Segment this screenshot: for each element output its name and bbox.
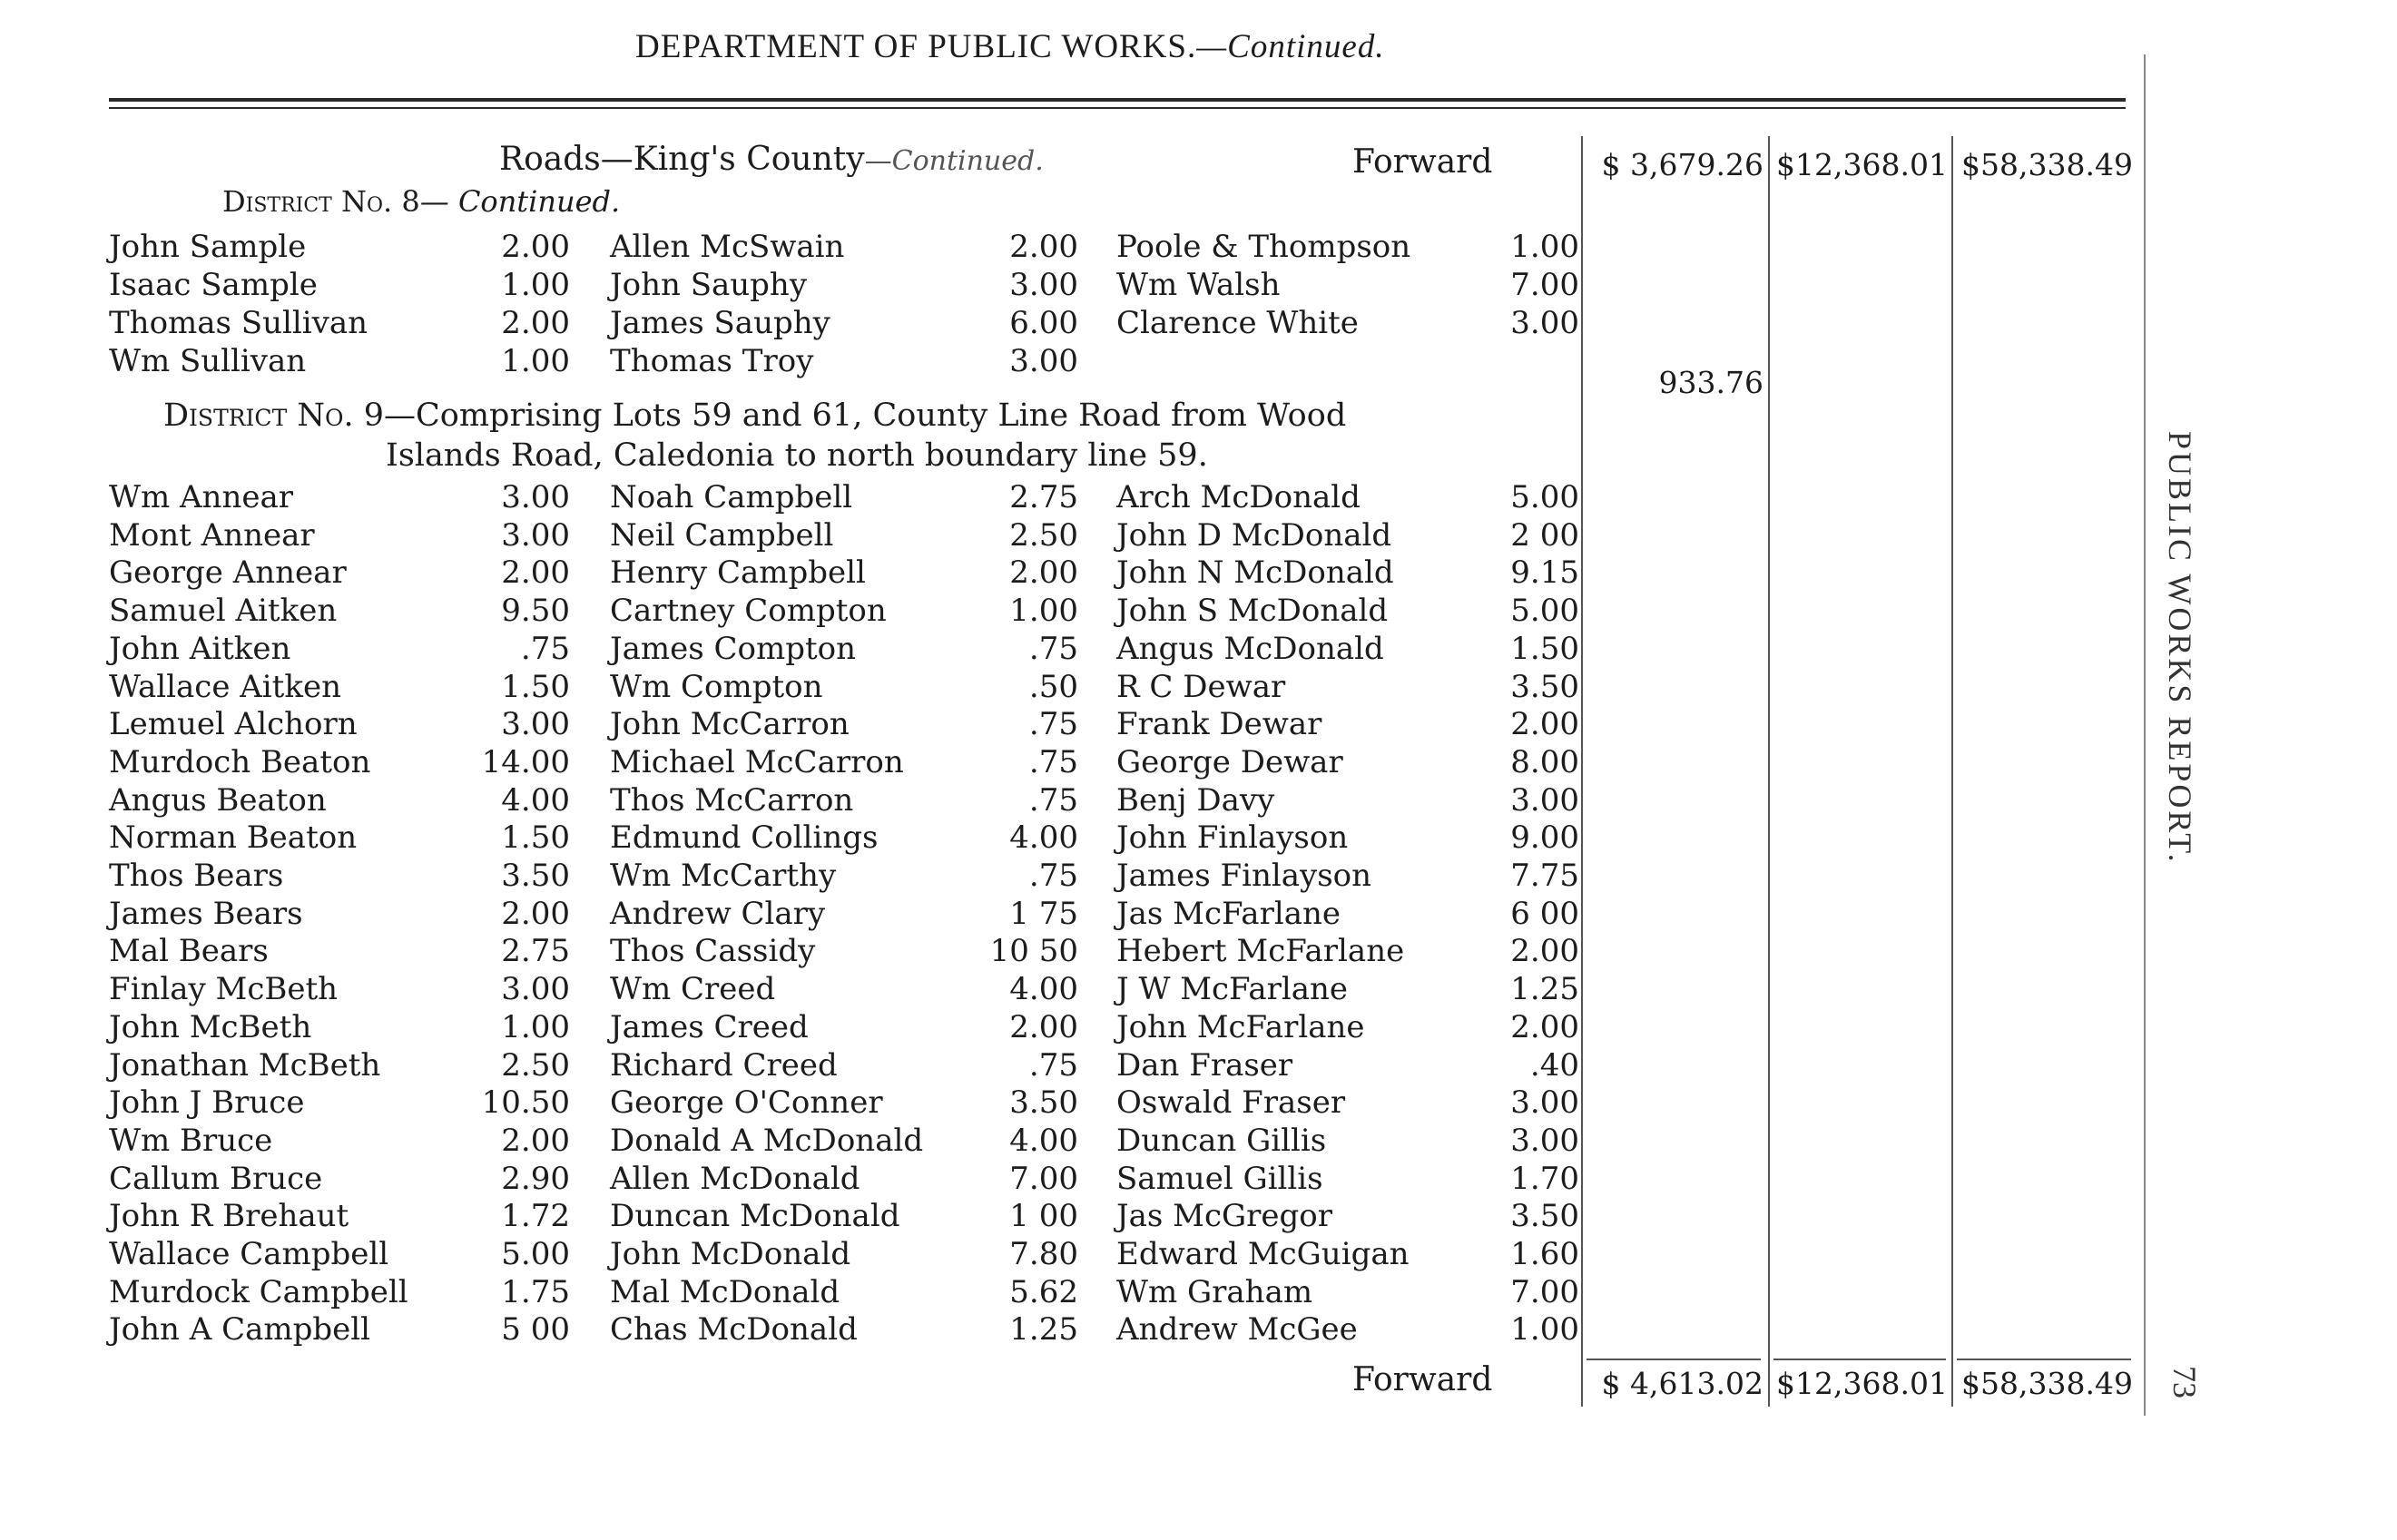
- ledger-name: John Sauphy: [610, 267, 808, 303]
- header-continued: —Continued.: [1196, 28, 1385, 65]
- ledger-name: Chas McDonald: [610, 1311, 858, 1349]
- ledger-name: John N McDonald: [1116, 554, 1394, 592]
- ledger-amount: 3.00: [1510, 1122, 1579, 1159]
- ledger-name: James Sauphy: [610, 305, 830, 341]
- ledger-amount: 1 00: [1009, 1198, 1078, 1235]
- ledger-amount: 1.50: [1510, 630, 1579, 667]
- ledger-name: Oswald Fraser: [1116, 1084, 1346, 1122]
- forward-value-bottom-3: $58,338.49: [1961, 1366, 2133, 1401]
- ledger-amount: 3.50: [1510, 1198, 1579, 1235]
- district-9-title: District No. 9: [163, 397, 385, 434]
- running-title: PUBLIC WORKS REPORT.: [2162, 431, 2198, 865]
- ledger-amount: 3.00: [501, 971, 570, 1008]
- ledger-name: John A Campbell: [109, 1311, 370, 1349]
- ledger-amount: 9.50: [501, 593, 570, 630]
- ledger-name: Poole & Thompson: [1116, 229, 1411, 265]
- top-rule-thin: [109, 107, 2126, 109]
- ledger-amount: 3.00: [1510, 305, 1579, 341]
- money-column-line-3: [1951, 136, 1953, 1407]
- district-8-subtotal: 933.76: [1658, 365, 1763, 400]
- ledger-amount: .75: [1028, 858, 1078, 894]
- ledger-name: Donald A McDonald: [610, 1122, 924, 1159]
- ledger-name: Jas McFarlane: [1116, 895, 1341, 932]
- ledger-name: Thos McCarron: [610, 781, 854, 819]
- ledger-name: Wm Bruce: [109, 1122, 273, 1159]
- ledger-name: Arch McDonald: [1116, 479, 1361, 515]
- money-column-line-2: [1768, 136, 1770, 1407]
- ledger-amount: 7.00: [1510, 267, 1579, 303]
- ledger-amount: 2.50: [1009, 516, 1078, 554]
- ledger-name: Andrew McGee: [1116, 1311, 1358, 1349]
- ledger-name: John Aitken: [109, 630, 291, 667]
- ledger-name: Frank Dewar: [1116, 706, 1322, 743]
- forward-label-bottom: Forward: [1352, 1361, 1493, 1398]
- ledger-name: Benj Davy: [1116, 781, 1275, 819]
- ledger-amount: 2.00: [501, 1122, 570, 1159]
- ledger-amount: 1.70: [1510, 1160, 1579, 1197]
- ledger-amount: 7.80: [1009, 1236, 1078, 1272]
- ledger-amount: .75: [1028, 706, 1078, 743]
- ledger-name: Allen McSwain: [610, 229, 845, 265]
- ledger-amount: 4.00: [1009, 819, 1078, 857]
- district-9-heading: [163, 397, 1346, 434]
- section-title: Roads—King's County: [499, 141, 865, 178]
- ledger-name: Wm Walsh: [1116, 267, 1281, 303]
- ledger-amount: 2 00: [1510, 516, 1579, 554]
- ledger-amount: 5.00: [1510, 479, 1579, 515]
- district-9-description-2: Islands Road, Caledonia to north boundary line 59.: [386, 437, 1208, 474]
- ledger-amount: 1.50: [501, 668, 570, 705]
- ledger-amount: 6.00: [1009, 305, 1078, 341]
- ledger-amount: 1 75: [1009, 895, 1078, 932]
- footer-rule-1: [1587, 1359, 1761, 1360]
- ledger-amount: 6 00: [1510, 895, 1579, 932]
- ledger-amount: 3.00: [501, 706, 570, 743]
- ledger-name: Murdoch Beaton: [109, 743, 371, 780]
- ledger-name: R C Dewar: [1116, 668, 1286, 705]
- ledger-amount: 1.75: [501, 1273, 570, 1310]
- ledger-amount: 1.25: [1510, 971, 1579, 1008]
- ledger-amount: 2.00: [1009, 554, 1078, 592]
- ledger-amount: .75: [1028, 781, 1078, 819]
- ledger-name: John J Bruce: [109, 1084, 305, 1122]
- ledger-name: George Dewar: [1116, 743, 1343, 780]
- ledger-amount: 5.62: [1009, 1273, 1078, 1310]
- ledger-amount: 2.00: [501, 305, 570, 341]
- ledger-name: Thos Cassidy: [610, 933, 816, 970]
- ledger-amount: 1.72: [501, 1198, 570, 1235]
- ledger-name: Neil Campbell: [610, 516, 834, 554]
- ledger-name: Wallace Campbell: [109, 1236, 389, 1272]
- ledger-amount: 1.00: [1009, 593, 1078, 630]
- ledger-amount: 2.00: [501, 554, 570, 592]
- ledger-amount: 2.00: [1510, 933, 1579, 970]
- ledger-name: Mont Annear: [109, 516, 315, 554]
- ledger-name: Henry Campbell: [610, 554, 866, 592]
- forward-value-top-1: $ 3,679.26: [1601, 147, 1763, 182]
- ledger-name: Wm Sullivan: [109, 343, 307, 379]
- page-number: 73: [2166, 1366, 2203, 1398]
- ledger-name: Thomas Troy: [610, 343, 814, 379]
- ledger-name: Wallace Aitken: [109, 668, 341, 705]
- page-header: [635, 27, 1385, 66]
- forward-value-bottom-2: $12,368.01: [1776, 1366, 1948, 1401]
- ledger-name: John Finlayson: [1116, 819, 1349, 857]
- ledger-amount: .75: [1028, 743, 1078, 780]
- ledger-name: Wm Compton: [610, 668, 823, 705]
- ledger-name: John McFarlane: [1116, 1008, 1365, 1045]
- ledger-amount: 1.00: [1510, 229, 1579, 265]
- ledger-amount: 3.00: [501, 516, 570, 554]
- ledger-name: Isaac Sample: [109, 267, 318, 303]
- ledger-amount: 3.00: [1009, 267, 1078, 303]
- ledger-amount: 3.00: [501, 479, 570, 515]
- ledger-amount: .50: [1028, 668, 1078, 705]
- ledger-name: George O'Conner: [610, 1084, 883, 1122]
- ledger-name: Clarence White: [1116, 305, 1359, 341]
- ledger-amount: 7.00: [1009, 1160, 1078, 1197]
- ledger-name: John R Brehaut: [109, 1198, 349, 1235]
- ledger-name: Mal McDonald: [610, 1273, 840, 1310]
- ledger-name: Wm McCarthy: [610, 858, 837, 894]
- forward-value-top-3: $58,338.49: [1961, 147, 2133, 182]
- ledger-name: Noah Campbell: [610, 479, 853, 515]
- ledger-name: Angus McDonald: [1116, 630, 1384, 667]
- ledger-name: Hebert McFarlane: [1116, 933, 1405, 970]
- ledger-name: George Annear: [109, 554, 347, 592]
- ledger-amount: 3.50: [1510, 668, 1579, 705]
- ledger-name: John McBeth: [109, 1008, 312, 1045]
- ledger-amount: 2.00: [501, 895, 570, 932]
- district-8-title: District No. 8: [222, 184, 420, 219]
- ledger-name: Allen McDonald: [610, 1160, 860, 1197]
- ledger-amount: 3.50: [1009, 1084, 1078, 1122]
- ledger-name: Wm Graham: [1116, 1273, 1313, 1310]
- forward-label-top: Forward: [1352, 143, 1493, 181]
- section-heading: [499, 141, 1044, 178]
- ledger-amount: 2.90: [501, 1160, 570, 1197]
- ledger-amount: .40: [1529, 1046, 1579, 1084]
- ledger-name: John McCarron: [610, 706, 850, 743]
- ledger-amount: 4.00: [1009, 971, 1078, 1008]
- district-9-description-1: —Comprising Lots 59 and 61, County Line Road from Wood: [384, 397, 1347, 434]
- ledger-name: J W McFarlane: [1116, 971, 1349, 1008]
- forward-value-bottom-1: $ 4,613.02: [1601, 1366, 1763, 1401]
- ledger-amount: 1.00: [501, 267, 570, 303]
- ledger-name: Dan Fraser: [1116, 1046, 1293, 1084]
- ledger-amount: 4.00: [1009, 1122, 1078, 1159]
- ledger-name: Andrew Clary: [610, 895, 826, 932]
- footer-rule-2: [1773, 1359, 1946, 1360]
- ledger-name: Jonathan McBeth: [109, 1046, 381, 1084]
- ledger-amount: 14.00: [481, 743, 570, 780]
- money-column-line-1: [1581, 136, 1583, 1407]
- ledger-amount: 2.50: [501, 1046, 570, 1084]
- ledger-amount: 3.00: [1510, 781, 1579, 819]
- ledger-amount: 2.75: [501, 933, 570, 970]
- ledger-name: James Creed: [610, 1008, 809, 1045]
- ledger-amount: 5.00: [501, 1236, 570, 1272]
- section-continued: —Continued.: [864, 145, 1044, 177]
- ledger-name: Richard Creed: [610, 1046, 838, 1084]
- ledger-name: John Sample: [109, 229, 307, 265]
- ledger-name: Finlay McBeth: [109, 971, 339, 1008]
- ledger-amount: .75: [1028, 630, 1078, 667]
- ledger-amount: 9.00: [1510, 819, 1579, 857]
- ledger-amount: 1.00: [501, 1008, 570, 1045]
- ledger-amount: 9.15: [1510, 554, 1579, 592]
- ledger-name: Callum Bruce: [109, 1160, 323, 1197]
- ledger-name: James Finlayson: [1116, 858, 1372, 894]
- ledger-amount: .75: [1028, 1046, 1078, 1084]
- ledger-amount: 1.00: [501, 343, 570, 379]
- ledger-name: Lemuel Alchorn: [109, 706, 358, 743]
- ledger-name: Michael McCarron: [610, 743, 904, 780]
- ledger-amount: 7.00: [1510, 1273, 1579, 1310]
- ledger-name: John McDonald: [610, 1236, 851, 1272]
- ledger-name: Thomas Sullivan: [109, 305, 368, 341]
- ledger-amount: 3.00: [1009, 343, 1078, 379]
- district-8-continued: — Continued.: [419, 184, 621, 219]
- ledger-amount: 4.00: [501, 781, 570, 819]
- ledger-name: James Compton: [610, 630, 857, 667]
- ledger-name: Edmund Collings: [610, 819, 879, 857]
- ledger-name: Samuel Gillis: [1116, 1160, 1323, 1197]
- ledger-name: John D McDonald: [1116, 516, 1392, 554]
- ledger-name: Norman Beaton: [109, 819, 358, 857]
- ledger-name: Edward McGuigan: [1116, 1236, 1410, 1272]
- ledger-name: James Bears: [109, 895, 303, 932]
- ledger-amount: 3.00: [1510, 1084, 1579, 1122]
- footer-rule-3: [1957, 1359, 2131, 1360]
- ledger-amount: 7.75: [1510, 858, 1579, 894]
- ledger-amount: 2.00: [1009, 229, 1078, 265]
- ledger-name: Jas McGregor: [1116, 1198, 1333, 1235]
- district-8-heading: [222, 184, 620, 219]
- ledger-amount: 5 00: [501, 1311, 570, 1349]
- forward-value-top-2: $12,368.01: [1776, 147, 1948, 182]
- ledger-amount: 2.00: [1510, 1008, 1579, 1045]
- ledger-amount: 10 50: [989, 933, 1078, 970]
- ledger-amount: 2.75: [1009, 479, 1078, 515]
- ledger-name: Thos Bears: [109, 858, 284, 894]
- header-title: DEPARTMENT OF PUBLIC WORKS.: [635, 28, 1197, 65]
- ledger-name: Angus Beaton: [109, 781, 327, 819]
- ledger-name: John S McDonald: [1116, 593, 1389, 630]
- ledger-amount: 8.00: [1510, 743, 1579, 780]
- ledger-name: Murdock Campbell: [109, 1273, 408, 1310]
- ledger-name: Wm Annear: [109, 479, 293, 515]
- right-margin-line: [2144, 54, 2146, 1416]
- ledger-name: Duncan Gillis: [1116, 1122, 1327, 1159]
- ledger-amount: 10.50: [481, 1084, 570, 1122]
- ledger-amount: .75: [520, 630, 570, 667]
- ledger-amount: 2.00: [1009, 1008, 1078, 1045]
- ledger-amount: 2.00: [1510, 706, 1579, 743]
- ledger-amount: 1.50: [501, 819, 570, 857]
- ledger-amount: 2.00: [501, 229, 570, 265]
- ledger-amount: 1.60: [1510, 1236, 1579, 1272]
- ledger-name: Wm Creed: [610, 971, 776, 1008]
- ledger-amount: 5.00: [1510, 593, 1579, 630]
- ledger-name: Cartney Compton: [610, 593, 887, 630]
- ledger-amount: 1.00: [1510, 1311, 1579, 1349]
- ledger-amount: 3.50: [501, 858, 570, 894]
- ledger-name: Duncan McDonald: [610, 1198, 900, 1235]
- ledger-name: Mal Bears: [109, 933, 269, 970]
- top-rule-thick: [109, 98, 2126, 102]
- ledger-amount: 1.25: [1009, 1311, 1078, 1349]
- ledger-name: Samuel Aitken: [109, 593, 338, 630]
